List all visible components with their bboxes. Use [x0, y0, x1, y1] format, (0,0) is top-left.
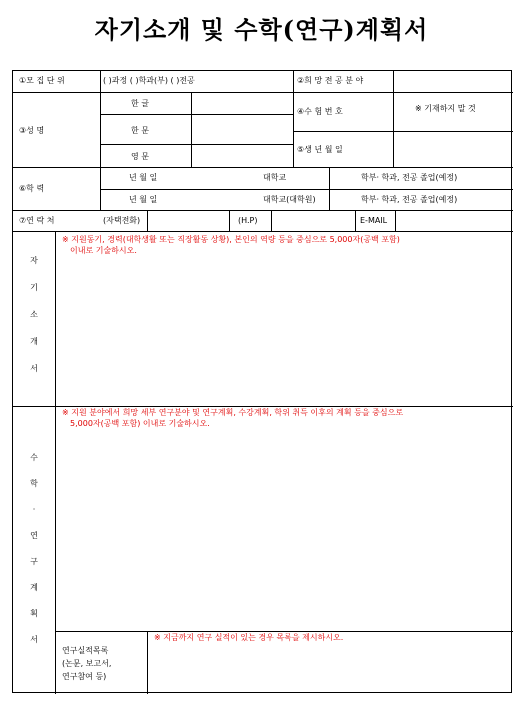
home-phone-label: (자택전화) [103, 216, 141, 225]
edu1-school[interactable]: 대학교 [263, 173, 287, 182]
mobile-field[interactable] [274, 213, 352, 229]
name-english-field[interactable] [194, 147, 290, 163]
exam-number-label: ④수 험 번 호 [297, 107, 343, 116]
name-english-label: 영 문 [131, 152, 149, 161]
education-label: ⑥학 력 [19, 184, 45, 193]
name-label: ③성 명 [19, 126, 45, 135]
research-list-text-area[interactable] [150, 646, 508, 690]
unit-label: ①모 집 단 위 [19, 76, 65, 85]
edu1-department[interactable]: 학부· 학과, 전공 졸업(예정) [361, 173, 458, 182]
mobile-label: (H.P) [238, 216, 258, 225]
birth-date-field[interactable] [396, 134, 508, 164]
edu2-date[interactable]: 년 월 일 [129, 195, 158, 204]
edu2-department[interactable]: 학부· 학과, 전공 졸업(예정) [361, 195, 458, 204]
course-field[interactable]: ( )과정 ( )학과(부) ( )전공 [103, 76, 195, 85]
self-intro-instruction-1: ※ 지원동기, 경력(대학생활 또는 직장활동 상황), 본인의 역량 등을 중심으로 5,000자(공백 포함) [62, 235, 400, 244]
desired-major-field[interactable] [396, 74, 508, 88]
desired-major-label: ②희 망 전 공 분 야 [297, 76, 364, 85]
self-intro-side-label: 자 기 소 개 서 [30, 256, 38, 373]
home-phone-field[interactable] [150, 213, 226, 229]
self-intro-instruction-2: 이내로 기술하시오. [70, 246, 137, 255]
research-instruction: ※ 지금까지 연구 실적이 있는 경우 목록을 제시하시오. [154, 633, 344, 642]
name-korean-field[interactable] [194, 95, 290, 111]
document-title: 자기소개 및 수학(연구)계획서 [94, 15, 429, 44]
email-field[interactable] [398, 213, 508, 229]
study-plan-instruction-1: ※ 지원 분야에서 희망 세부 연구분야 및 연구계획, 수강계획, 학위 취득 이후의 계획 등을 중심으로 [62, 408, 404, 417]
self-intro-text-area[interactable] [58, 259, 508, 403]
name-korean-label: 한 글 [131, 99, 149, 108]
birth-date-label: ⑤생 년 월 일 [297, 145, 343, 154]
name-hanja-label: 한 문 [131, 126, 149, 135]
study-plan-text-area[interactable] [58, 433, 508, 628]
study-plan-side-label: 수 학 · 연 구 계 획 서 [30, 453, 38, 644]
study-plan-instruction-2: 5,000자(공백 포함) 이내로 기술하시오. [70, 419, 210, 428]
application-form [12, 70, 512, 693]
edu2-school[interactable]: 대학교(대학원) [263, 195, 316, 204]
exam-number-note: ※ 기재하지 말 것 [415, 104, 476, 113]
name-hanja-field[interactable] [194, 118, 290, 140]
email-label: E-MAIL [360, 216, 388, 225]
research-list-label: 연구실적목록 (논문, 보고서, 연구참여 등) [62, 646, 112, 681]
contact-label: ⑦연 락 처 [19, 216, 55, 225]
edu1-date[interactable]: 년 월 일 [129, 173, 158, 182]
